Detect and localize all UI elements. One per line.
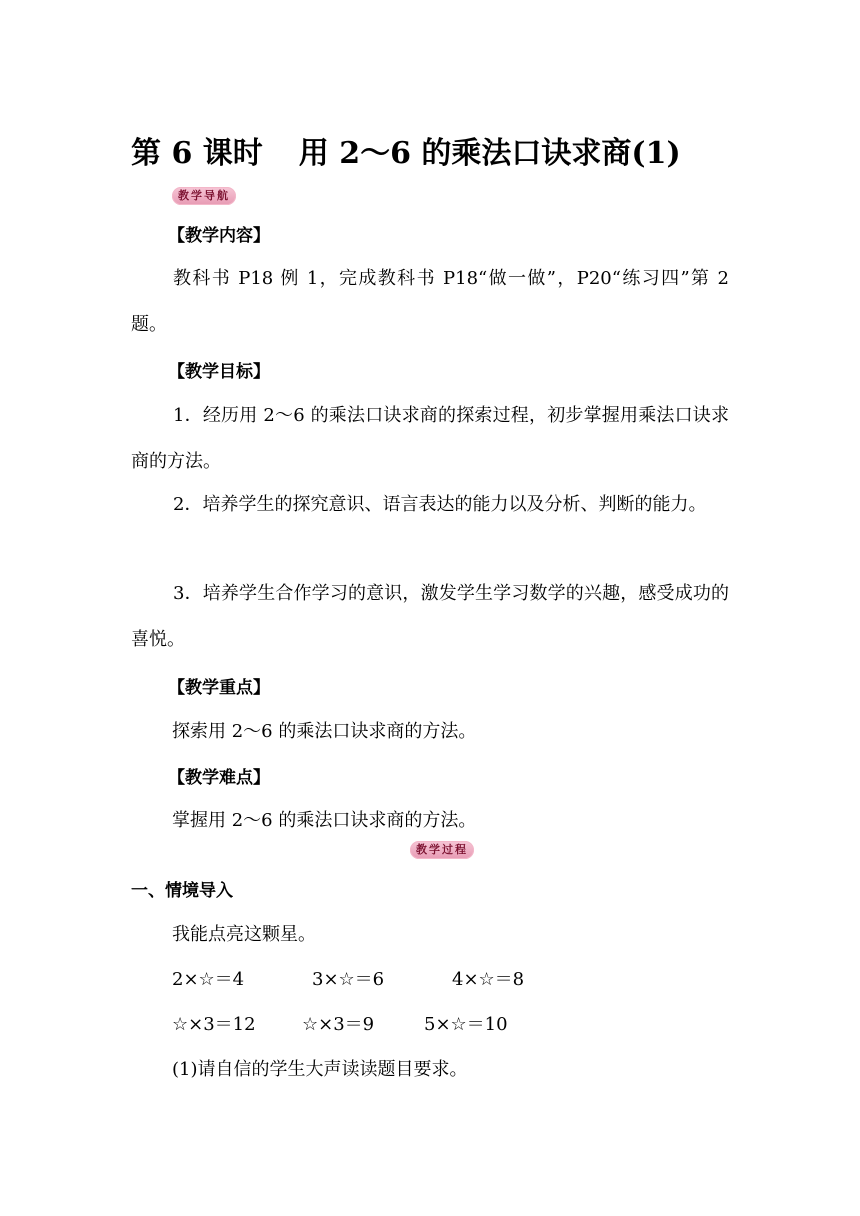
intro-heading: 一、情境导入 xyxy=(131,881,233,901)
difficulty-heading: 【教学难点】 xyxy=(168,768,270,788)
equation: 5×☆＝10 xyxy=(424,1014,508,1035)
intro-text: 我能点亮这颗星。 xyxy=(172,924,316,945)
equation: 2×☆＝4 xyxy=(172,969,245,990)
question-1: (1)请自信的学生大声读读题目要求。 xyxy=(172,1059,468,1080)
key-heading: 【教学重点】 xyxy=(168,678,270,698)
lesson-topic: 用 2～6 的乘法口诀求商(1) xyxy=(298,136,681,171)
equation-row-1 xyxy=(172,965,524,991)
equation: 4×☆＝8 xyxy=(452,969,525,990)
goal-3: 3．培养学生合作学习的意识，激发学生学习数学的兴趣，感受成功的喜悦。 xyxy=(131,583,729,650)
content-text: 教科书 P18 例 1，完成教科书 P18“做一做”，P20“练习四”第 2 题。 xyxy=(131,268,729,335)
lesson-title xyxy=(131,128,681,172)
guide-badge: 教学导航 xyxy=(172,187,236,205)
goal-1: 1．经历用 2～6 的乘法口诀求商的探索过程，初步掌握用乘法口诀求商的方法。 xyxy=(131,405,729,472)
difficulty-text: 掌握用 2～6 的乘法口诀求商的方法。 xyxy=(172,810,477,831)
lesson-number: 第 6 课时 xyxy=(131,136,263,171)
goals-heading: 【教学目标】 xyxy=(168,362,270,382)
equation: ☆×3＝12 xyxy=(172,1014,256,1035)
process-badge: 教学过程 xyxy=(410,841,474,859)
equation: ☆×3＝9 xyxy=(302,1014,375,1035)
key-text: 探索用 2～6 的乘法口诀求商的方法。 xyxy=(172,721,477,742)
equation-row-2 xyxy=(172,1010,508,1036)
equation: 3×☆＝6 xyxy=(312,969,385,990)
goal-2: 2．培养学生的探究意识、语言表达的能力以及分析、判断的能力。 xyxy=(173,494,707,515)
content-heading: 【教学内容】 xyxy=(168,226,270,246)
